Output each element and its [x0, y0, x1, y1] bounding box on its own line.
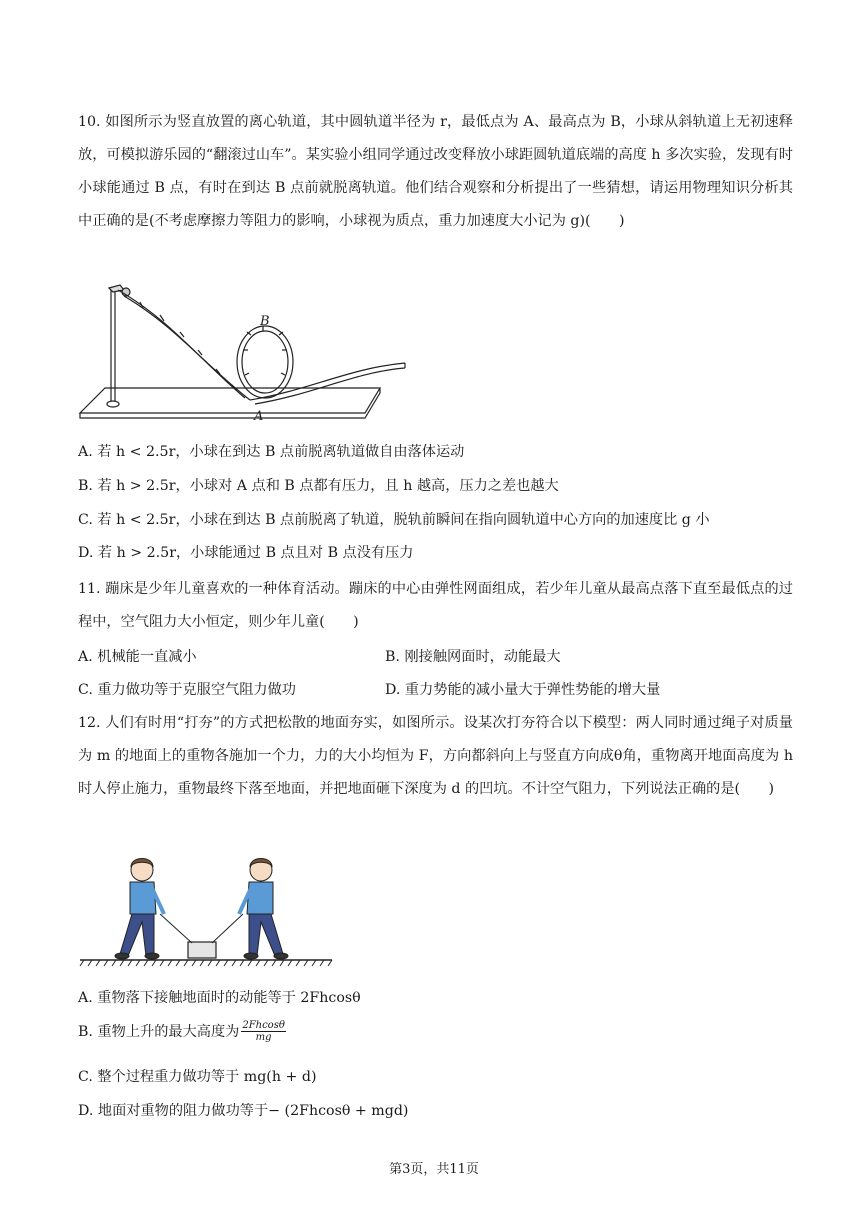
q11-option-d: D. 重力势能的减小量大于弹性势能的增大量 — [385, 682, 661, 698]
q11-stem: 11. 蹦床是少年儿童喜欢的一种体育活动。蹦床的中心由弹性网面组成，若少年儿童从最高点落下直至最低点的过程中，空气阻力大小恒定，则少年儿童( ) — [78, 581, 793, 630]
q12-option-d: D. 地面对重物的阻力做功等于− (2Fhcosθ + mgd) — [78, 1103, 409, 1119]
q12-option-b: B. 重物上升的最大高度为 — [78, 1023, 240, 1040]
point-b-label: B — [260, 314, 270, 329]
height-fraction — [241, 1020, 286, 1043]
q10-option-b: B. 若 h > 2.5r，小球对 A 点和 B 点都有压力，且 h 越高，压力之差也越大 — [78, 478, 559, 494]
q12-option-b-row — [78, 1020, 286, 1043]
fraction-numerator: 2Fhcosθ — [242, 1020, 285, 1031]
q11-option-b: B. 刚接触网面时，动能最大 — [385, 649, 561, 665]
q12-stem: 12. 人们有时用“打夯”的方式把松散的地面夯实，如图所示。设某次打夯符合以下模型：两人同时通过绳子对质量为 m 的地面上的重物各施加一个力，力的大小均恒为 F，方向都斜向上与竖直方向成θ角，重物离开地面高度为 h 时人停止施力，重物最终下落至地面，并把地面砸下深度为 d 的凹坑。不计空气阻力，下列说法正确的是( ) — [78, 715, 793, 797]
fraction-denominator: mg — [255, 1032, 272, 1043]
q11-option-c: C. 重力做功等于克服空气阻力做功 — [78, 682, 296, 698]
q11-option-a: A. 机械能一直减小 — [78, 649, 197, 665]
q10-option-c: C. 若 h < 2.5r，小球在到达 B 点前脱离了轨道，脱轨前瞬间在指向圆轨道中心方向的加速度比 g 小 — [78, 512, 710, 528]
point-a-label: A — [254, 409, 264, 424]
tamping-figure — [80, 852, 340, 967]
q10-option-a: A. 若 h < 2.5r，小球在到达 B 点前脱离轨道做自由落体运动 — [78, 444, 465, 460]
q10-stem: 10. 如图所示为竖直放置的离心轨道，其中圆轨道半径为 r，最低点为 A、最高点为 B，小球从斜轨道上无初速释放，可模拟游乐园的“翻滚过山车”。某实验小组同学通过改变释放小球距圆轨道底端的高度 h 多次实验，发现有时小球能通过 B 点，有时在到达 B 点前就脱离轨道。他们结合观察和分析提出了一些猜想，请运用物理知识分析其中正确的是(不考虑摩擦力等阻力的影响，小球视为质点，重力加速度大小记为 g)( ) — [78, 114, 793, 229]
loop-track-figure — [80, 280, 410, 425]
q10-option-d: D. 若 h > 2.5r，小球能通过 B 点且对 B 点没有压力 — [78, 545, 414, 561]
q12-option-c: C. 整个过程重力做功等于 mg(h + d) — [78, 1069, 317, 1085]
q12-option-a: A. 重物落下接触地面时的动能等于 2Fhcosθ — [78, 990, 361, 1006]
page-footer: 第3页，共11页 — [389, 1162, 479, 1177]
